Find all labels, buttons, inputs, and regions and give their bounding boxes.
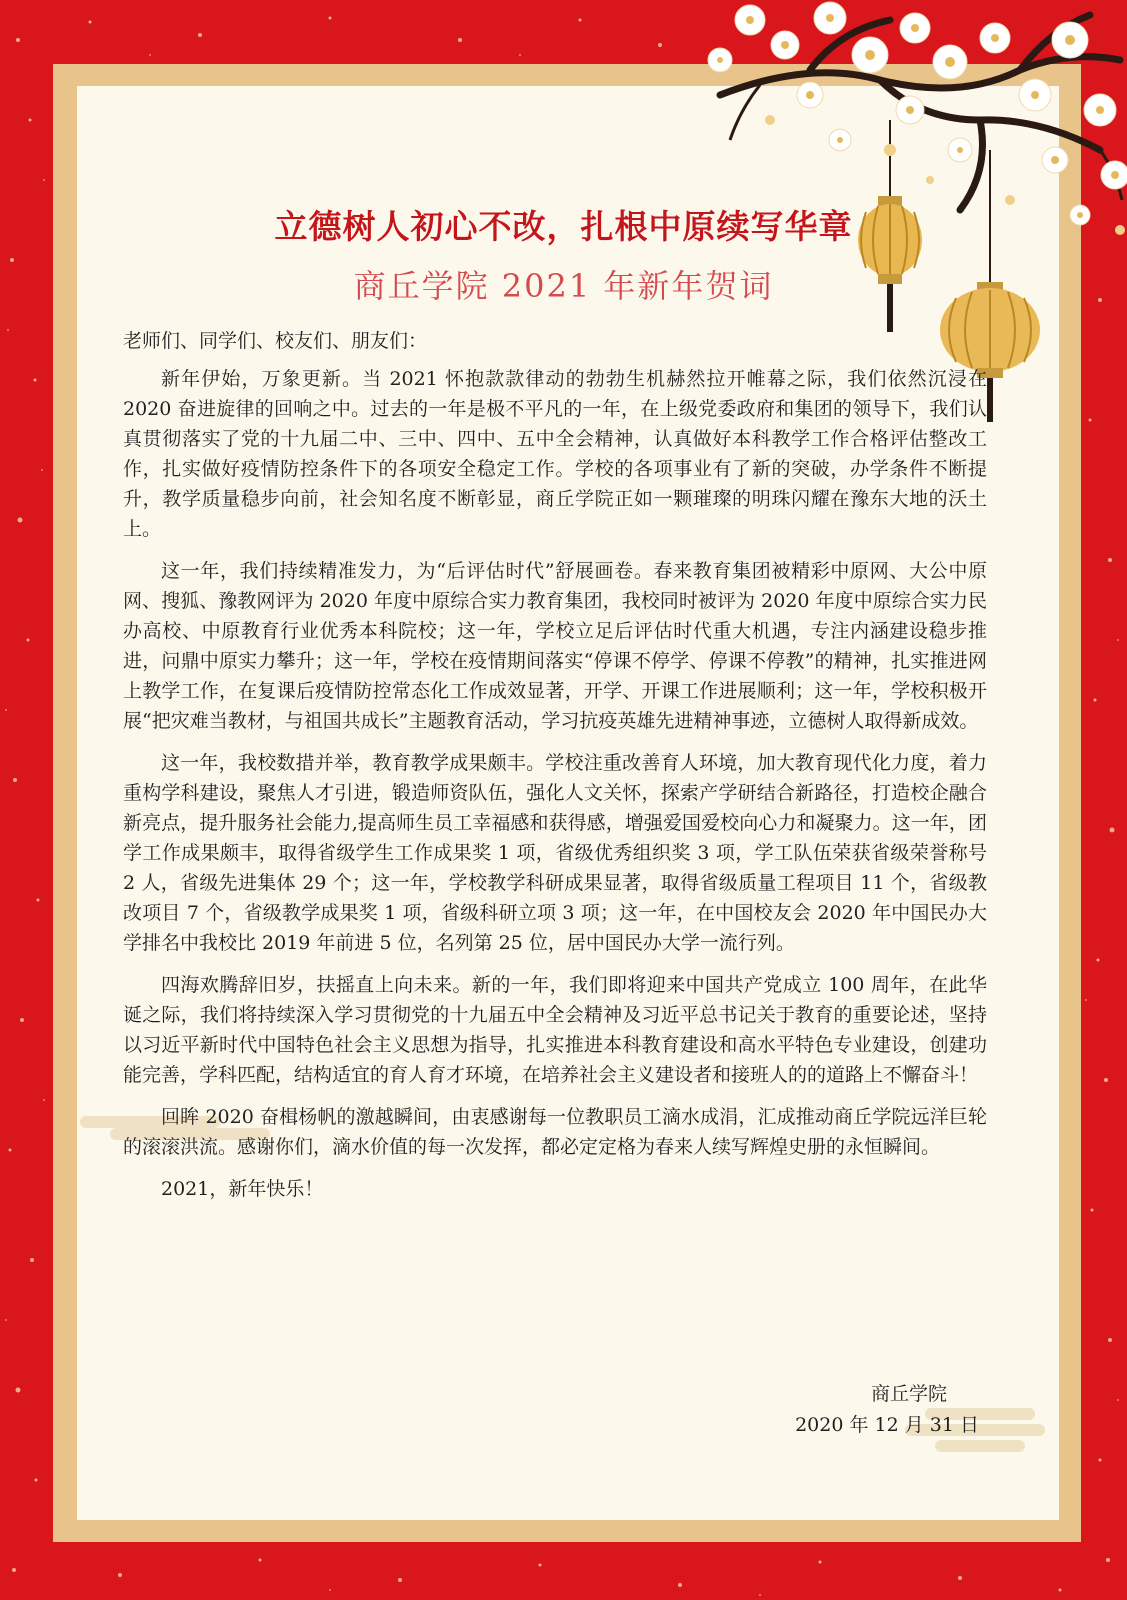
signature: 商丘学院 [870, 1383, 947, 1405]
signature-block [795, 1379, 979, 1441]
page-title: 立德树人初心不改，扎根中原续写华章 [274, 207, 853, 246]
letter-paragraph: 新年伊始，万象更新。当 2021 怀抱款款律动的勃勃生机赫然拉开帷幕之际，我们依然沉浸在 2020 奋进旋律的回响之中。过去的一年是极不平凡的一年，在上级党委政府和集团的领导下，我们认真贯彻落实了党的十九届二中、三中、四中、五中全会精神，认真做好本科教学工作合格评估整改工作，扎实做好疫情防控条件下的各项安全稳定工作。学校的各项事业有了新的突破，办学条件不断提升，教学质量稳步向前，社会知名度不断彰显，商丘学院正如一颗璀璨的明珠闪耀在豫东大地的沃土上。 [123, 368, 987, 540]
letter-greeting: 老师们、同学们、校友们、朋友们： [123, 330, 428, 352]
letter-paragraph: 回眸 2020 奋楫杨帆的激越瞬间，由衷感谢每一位教职员工滴水成涓，汇成推动商丘学院远洋巨轮的滚滚洪流。感谢你们，滴水价值的每一次发挥，都必定定格为春来人续写辉煌史册的永恒瞬间。 [123, 1106, 987, 1158]
letter-closing: 2021，新年快乐！ [161, 1178, 324, 1200]
letter-body [123, 326, 987, 1204]
page-subtitle: 商丘学院 2021 年新年贺词 [353, 267, 774, 305]
letter-paragraph: 这一年，我校数措并举，教育教学成果颇丰。学校注重改善育人环境，加大教育现代化力度，着力重构学科建设，聚焦人才引进，锻造师资队伍，强化人文关怀，探索产学研结合新路径，打造校企融合新亮点，提升服务社会能力,提高师生员工幸福感和获得感，增强爱国爱校向心力和凝聚力。这一年，团学工作成果颇丰，取得省级学生工作成果奖 1 项，省级优秀组织奖 3 项，学工队伍荣获省级荣誉称号 2 人，省级先进集体 29 个；这一年，学校教学科研成果显著，取得省级质量工程项目 11 个，省级教改项目 7 个，省级教学成果奖 1 项，省级科研立项 3 项；这一年，在中国校友会 2020 年中国民办大学排名中我校比 2019 年前进 5 位，名列第 25 位，居中国民办大学一流行列。 [123, 752, 987, 954]
letter-paragraph: 四海欢腾辞旧岁，扶摇直上向未来。新的一年，我们即将迎来中国共产党成立 100 周年，在此华诞之际，我们将持续深入学习贯彻党的十九届五中全会精神及习近平总书记关于教育的重要论述，坚持以习近平新时代中国特色社会主义思想为指导，扎实推进本科教育建设和高水平特色专业建设，创建功能完善，学科匹配，结构适宜的育人育才环境，在培养社会主义建设者和接班人的的道路上不懈奋斗！ [123, 974, 987, 1086]
letter-paragraph: 这一年，我们持续精准发力，为“后评估时代”舒展画卷。春来教育集团被精彩中原网、大公中原网、搜狐、豫教网评为 2020 年度中原综合实力教育集团，我校同时被评为 2020 年度中原综合实力民办高校、中原教育行业优秀本科院校；这一年，学校立足后评估时代重大机遇，专注内涵建设稳步推进，问鼎中原实力攀升；这一年，学校在疫情期间落实“停课不停学、停课不停教”的精神，扎实推进网上教学工作，在复课后疫情防控常态化工作成效显著，开学、开课工作进展顺利；这一年，学校积极开展“把灾难当教材，与祖国共成长”主题教育活动，学习抗疫英雄先进精神事迹，立德树人取得新成效。 [123, 560, 987, 732]
signature-date: 2020 年 12 月 31 日 [795, 1414, 979, 1436]
